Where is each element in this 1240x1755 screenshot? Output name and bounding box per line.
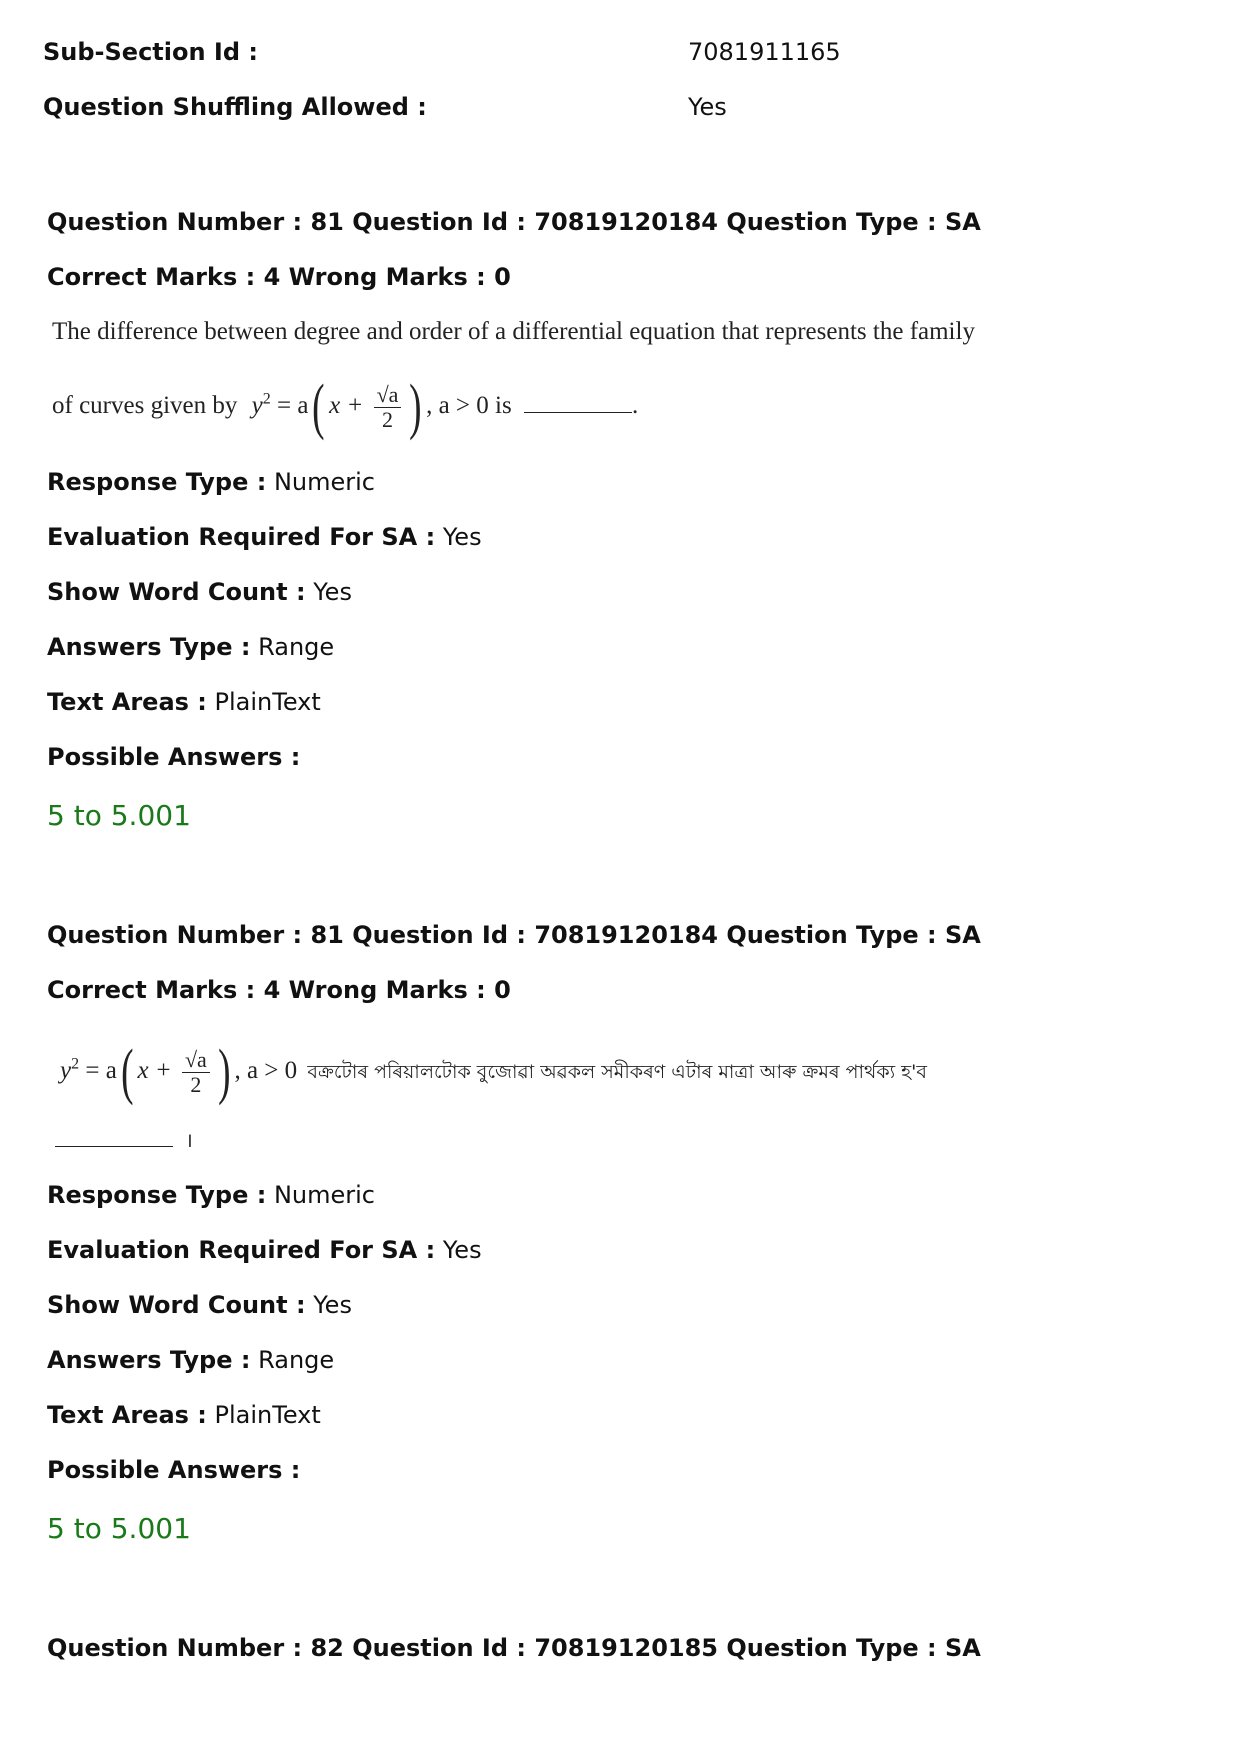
right-paren-icon: ) bbox=[409, 373, 422, 442]
eq-tail: , a > 0 bbox=[234, 1057, 298, 1084]
possible-answer-value: 5 to 5.001 bbox=[47, 1512, 191, 1545]
field-show-word-count: Show Word Count : Yes bbox=[47, 578, 352, 606]
danda: । bbox=[185, 1130, 193, 1152]
left-paren-icon: ( bbox=[312, 373, 325, 442]
question-title: Question Number : 81 Question Id : 70819120184 Question Type : SA bbox=[47, 208, 981, 236]
eq-y: y bbox=[251, 392, 263, 419]
question-title: Question Number : 82 Question Id : 70819120185 Question Type : SA bbox=[47, 1634, 981, 1662]
eq-denominator: 2 bbox=[190, 1071, 202, 1097]
answer-blank bbox=[55, 1122, 173, 1147]
question-text-prefix: of curves given by bbox=[52, 392, 238, 419]
subsection-id-value: 7081911165 bbox=[688, 38, 841, 66]
eq-y: y bbox=[60, 1057, 72, 1084]
eq-fraction bbox=[182, 1048, 210, 1097]
question-marks: Correct Marks : 4 Wrong Marks : 0 bbox=[47, 263, 511, 291]
assamese-question-text: বক্ৰটোৰ পৰিয়ালটোক বুজোৱা অৱকল সমীকৰণ এটাৰ মাত্ৰা আৰু ক্ৰমৰ পাৰ্থক্য হ'ব bbox=[307, 1061, 927, 1083]
possible-answer-value: 5 to 5.001 bbox=[47, 799, 191, 832]
left-paren-icon: ( bbox=[120, 1038, 134, 1107]
eq-x: x + bbox=[329, 392, 364, 419]
field-response-type: Response Type : Numeric bbox=[47, 1181, 375, 1209]
field-show-word-count: Show Word Count : Yes bbox=[47, 1291, 352, 1319]
field-response-type: Response Type : Numeric bbox=[47, 468, 375, 496]
eq-end: . bbox=[631, 392, 639, 419]
question-text-line2 bbox=[52, 370, 638, 442]
question-shuffling-label: Question Shuffling Allowed : bbox=[43, 93, 427, 121]
question-shuffling-value: Yes bbox=[688, 93, 727, 121]
possible-answers-label: Possible Answers : bbox=[47, 743, 301, 771]
field-text-areas: Text Areas : PlainText bbox=[47, 688, 321, 716]
eq-fraction bbox=[374, 383, 402, 432]
eq-equals: = a bbox=[276, 392, 309, 419]
right-paren-icon: ) bbox=[217, 1038, 231, 1107]
question-marks: Correct Marks : 4 Wrong Marks : 0 bbox=[47, 976, 511, 1004]
eq-denominator: 2 bbox=[381, 406, 393, 432]
field-evaluation-required: Evaluation Required For SA : Yes bbox=[47, 1236, 482, 1264]
question-text-line1: The difference between degree and order of a differential equation that represents the family bbox=[52, 318, 975, 345]
field-evaluation-required: Evaluation Required For SA : Yes bbox=[47, 523, 482, 551]
possible-answers-label: Possible Answers : bbox=[47, 1456, 301, 1484]
eq-numerator: √a bbox=[182, 1048, 210, 1073]
question-text-line2 bbox=[55, 1122, 193, 1154]
question-text-line1 bbox=[60, 1035, 927, 1107]
field-answers-type: Answers Type : Range bbox=[47, 1346, 335, 1374]
eq-tail: , a > 0 is bbox=[426, 392, 512, 419]
field-answers-type: Answers Type : Range bbox=[47, 633, 335, 661]
eq-x: x + bbox=[137, 1057, 172, 1084]
eq-exponent: 2 bbox=[262, 390, 271, 408]
eq-equals: = a bbox=[85, 1057, 117, 1084]
subsection-id-label: Sub-Section Id : bbox=[43, 38, 258, 66]
eq-numerator: √a bbox=[374, 383, 402, 408]
eq-exponent: 2 bbox=[71, 1055, 80, 1073]
equation bbox=[60, 1038, 303, 1107]
equation bbox=[251, 373, 639, 442]
question-title: Question Number : 81 Question Id : 70819120184 Question Type : SA bbox=[47, 921, 981, 949]
field-text-areas: Text Areas : PlainText bbox=[47, 1401, 321, 1429]
answer-blank bbox=[524, 412, 632, 413]
